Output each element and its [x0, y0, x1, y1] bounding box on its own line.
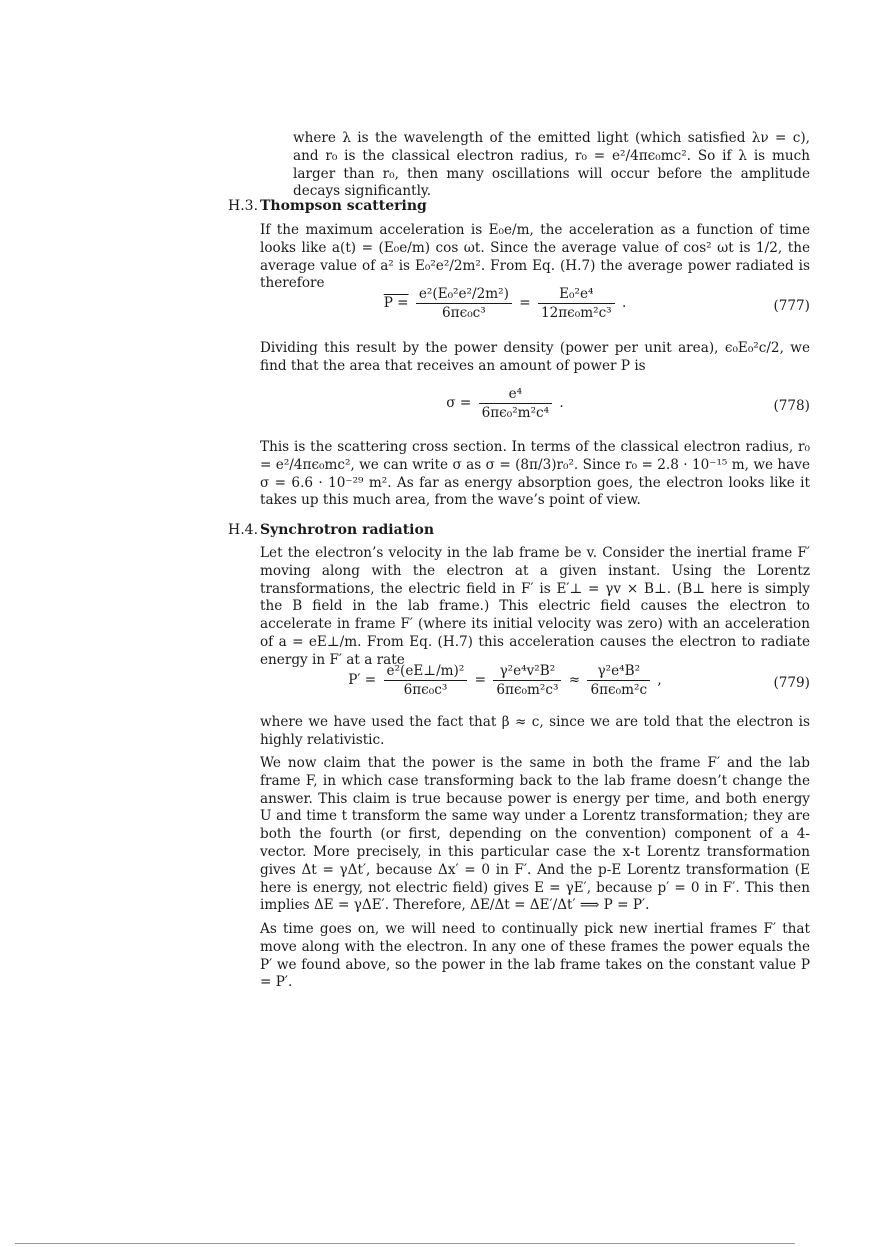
- eq-denominator: 6πϵ₀²m²c⁴: [479, 403, 553, 422]
- section-heading-h4: [228, 522, 434, 538]
- eq-punct: .: [621, 295, 627, 311]
- eq-lhs: P =: [383, 295, 409, 311]
- eq-denominator: 12πϵ₀m²c³: [538, 303, 615, 322]
- eq-fraction: [493, 662, 561, 699]
- eq-fraction: [384, 662, 468, 699]
- eq-denominator: 6πϵ₀c³: [384, 680, 468, 699]
- equation-number: (779): [773, 675, 810, 691]
- eq-numerator: e⁴: [508, 386, 523, 402]
- section-heading-h3: [228, 198, 427, 214]
- equation-777: [260, 285, 810, 331]
- eq-lhs: σ =: [446, 395, 472, 411]
- equation-778: [260, 385, 810, 431]
- section-title: Synchrotron radiation: [260, 522, 435, 538]
- eq-operator: =: [519, 295, 531, 311]
- intro-paragraph: where λ is the wavelength of the emitted light (which satisfied λν = c), and r₀ is the classical electron radius, r₀ = e²/4πϵ₀mc². So if λ is much larger than r₀, then many oscillations will occur before the amplitude decays significantly.: [293, 130, 810, 200]
- eq-operator: ≈: [568, 672, 581, 688]
- eq-denominator: 6πϵ₀m²c: [587, 680, 650, 699]
- h4-paragraph-2: where we have used the fact that β ≈ c, since we are told that the electron is highly relativistic.: [260, 714, 810, 748]
- section-number: H.4.: [228, 522, 259, 538]
- eq-fraction: [587, 662, 650, 699]
- eq-numerator: γ²e⁴v²B²: [499, 663, 556, 679]
- equation-779: [260, 662, 810, 708]
- eq-denominator: 6πϵ₀c³: [416, 303, 512, 322]
- h4-paragraph-4: As time goes on, we will need to continually pick new inertial frames F′ that move along with the electron. In any one of these frames the power equals the P′ we found above, so the power in the lab frame takes on the constant value P = P′.: [260, 921, 810, 991]
- h3-paragraph-2: Dividing this result by the power density (power per unit area), ϵ₀E₀²c/2, we find that the area that receives an amount of power P is: [260, 340, 810, 374]
- eq-numerator: γ²e⁴B²: [597, 663, 641, 679]
- eq-fraction: [479, 385, 553, 422]
- section-title: Thompson scattering: [260, 198, 427, 214]
- eq-punct: ,: [657, 672, 662, 688]
- eq-numerator: e²(E₀²e²/2m²): [418, 286, 509, 302]
- eq-numerator: e²(eE⊥/m)²: [386, 663, 465, 679]
- footer-rule: [15, 1243, 795, 1244]
- eq-numerator: E₀²e⁴: [559, 286, 594, 302]
- h4-paragraph-1: Let the electron’s velocity in the lab frame be v. Consider the inertial frame F′ moving along with the electron at a given instant. Using the Lorentz transformations, the electric field in F′ is E′⊥ = γv × B⊥. (B⊥ here is simply the B field in the lab frame.) This electric field causes the electron to accelerate in frame F′ (where its initial velocity was zero) with an acceleration of a = eE⊥/m. From Eq. (H.7) this acceleration causes the electron to radiate energy in F′ at a rate: [260, 545, 810, 668]
- eq-operator: =: [474, 672, 487, 688]
- h3-paragraph-1: If the maximum acceleration is E₀e/m, the acceleration as a function of time looks like a(t) = (E₀e/m) cos ωt. Since the average value of cos² ωt is 1/2, the average value of a² is E₀²e²/2m². From Eq. (H.7) the average power radiated is therefore: [260, 222, 810, 292]
- eq-fraction: [538, 285, 615, 322]
- h3-paragraph-3: This is the scattering cross section. In terms of the classical electron radius, r₀ = e²/4πϵ₀mc², we can write σ as σ = (8π/3)r₀². Since r₀ = 2.8 · 10⁻¹⁵ m, we have σ = 6.6 · 10⁻²⁹ m². As far as energy absorption goes, the electron looks like it takes up this much area, from the wave’s point of view.: [260, 439, 810, 509]
- equation-number: (778): [773, 398, 810, 414]
- eq-fraction: [416, 285, 512, 322]
- eq-punct: .: [559, 395, 564, 411]
- equation-number: (777): [773, 298, 810, 314]
- section-number: H.3.: [228, 198, 259, 214]
- h4-paragraph-3: We now claim that the power is the same in both the frame F′ and the lab frame F, in which case transforming back to the lab frame doesn’t change the answer. This claim is true because power is energy per time, and both energy U and time t transform the same way under a Lorentz transformation; they are both the fourth (or first, depending on the convention) component of a 4-vector. More precisely, in this particular case the x-t Lorentz transformation gives Δt = γΔt′, because Δx′ = 0 in F′. And the p-E Lorentz transformation (E here is energy, not electric field) gives E = γE′, because p′ = 0 in F′. This then implies ΔE = γΔE′. Therefore, ΔE/Δt = ΔE′/Δt′ ⟹ P = P′.: [260, 755, 810, 914]
- eq-denominator: 6πϵ₀m²c³: [493, 680, 561, 699]
- eq-lhs: P′ =: [348, 672, 377, 688]
